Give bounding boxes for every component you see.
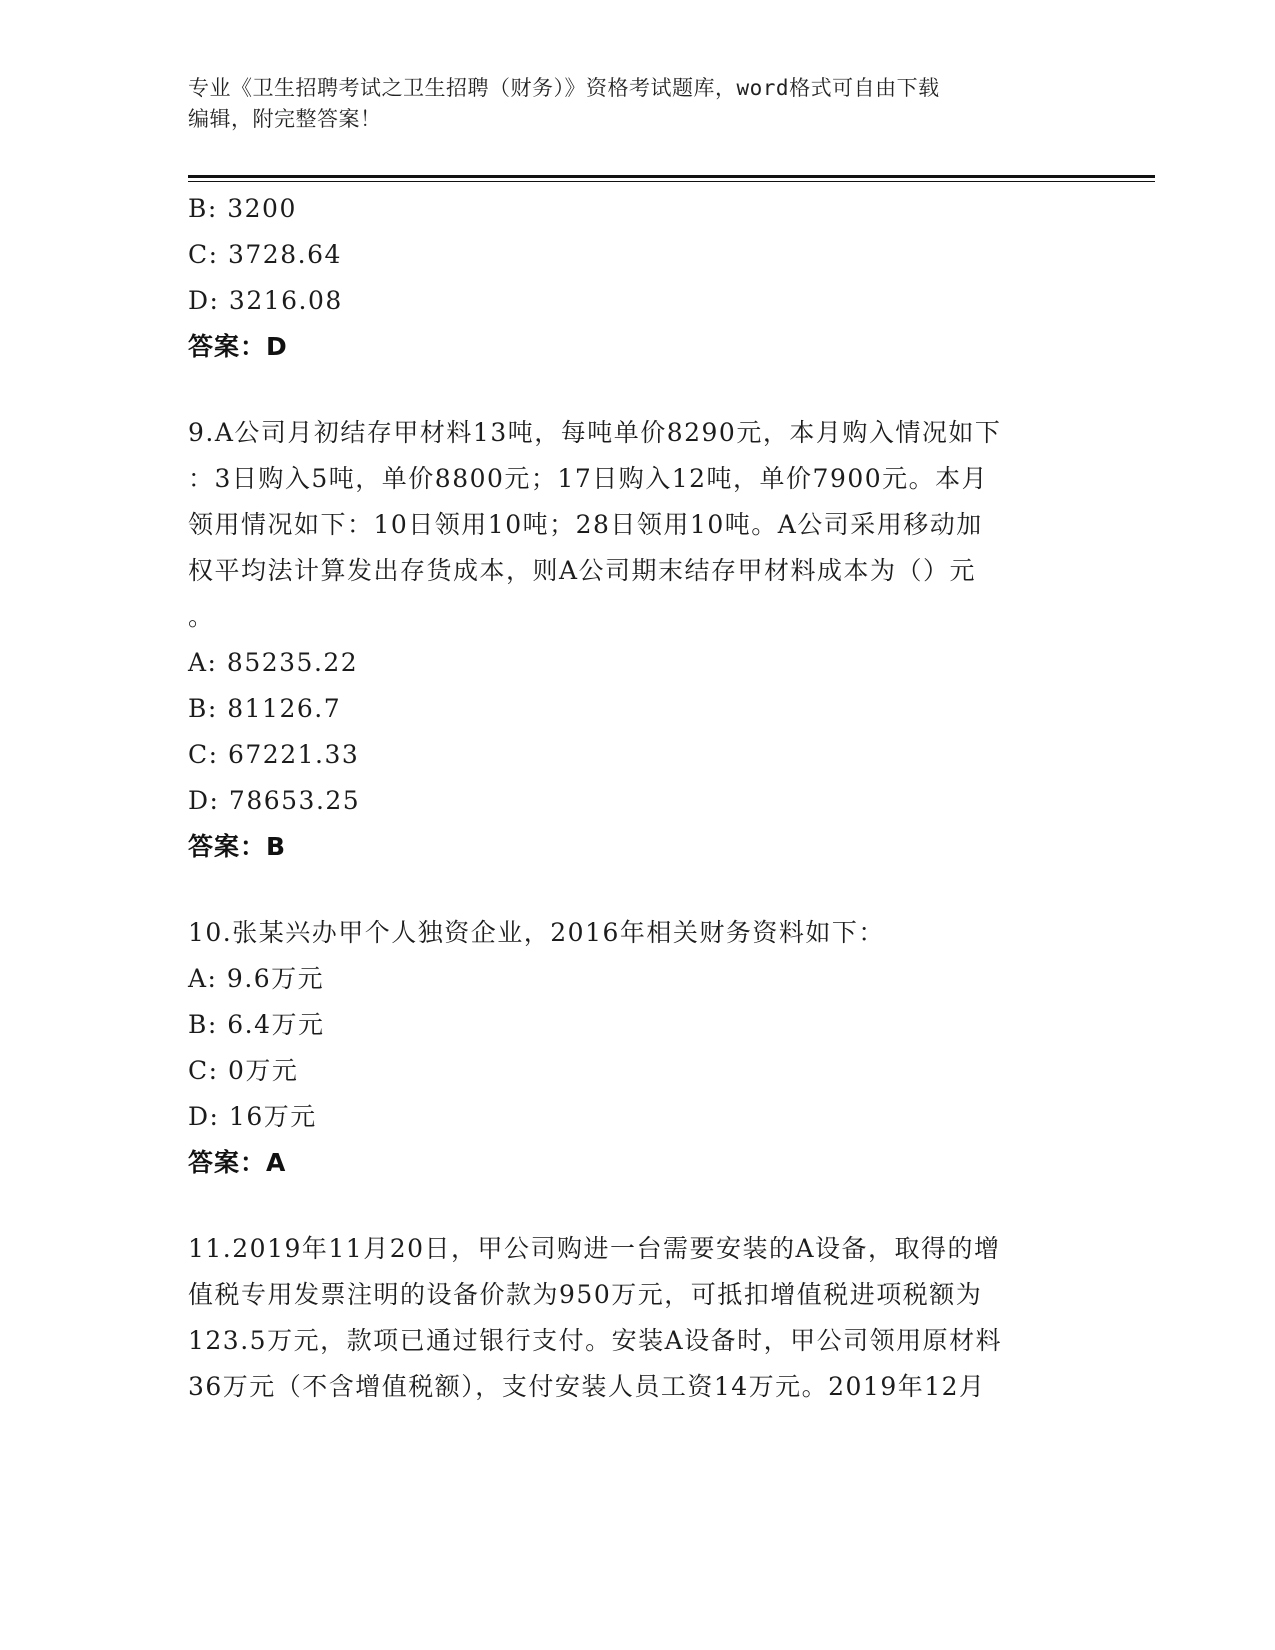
- header-divider-thin: [188, 181, 1155, 182]
- question-text-line: 权平均法计算发出存货成本，则A公司期末结存甲材料成本为（）元: [188, 556, 977, 585]
- option-d: D: 3216.08: [188, 286, 343, 315]
- option-a: A: 85235.22: [188, 648, 359, 677]
- answer-label: 答案：B: [188, 832, 287, 861]
- header-line-2: 编辑，附完整答案！: [188, 107, 382, 131]
- question-9-block: [188, 410, 1088, 870]
- question-text-line: 值税专用发票注明的设备价款为950万元，可抵扣增值税进项税额为: [188, 1280, 983, 1309]
- option-b: B: 3200: [188, 194, 297, 223]
- question-text-line: 11.2019年11月20日，甲公司购进一台需要安装的A设备，取得的增: [188, 1234, 1001, 1263]
- option-d: D: 78653.25: [188, 786, 361, 815]
- spacer: [188, 1186, 1088, 1226]
- header-line-1: 专业《卫生招聘考试之卫生招聘（财务）》资格考试题库，word格式可自由下载: [188, 76, 940, 100]
- option-a: A: 9.6万元: [188, 964, 325, 993]
- question-text-line: ：3日购入5吨，单价8800元；17日购入12吨，单价7900元。本月: [188, 464, 989, 493]
- question-text-line: 9.A公司月初结存甲材料13吨，每吨单价8290元，本月购入情况如下: [188, 418, 1002, 447]
- option-d: D: 16万元: [188, 1102, 317, 1131]
- question-10-block: [188, 910, 1088, 1186]
- option-c: C: 3728.64: [188, 240, 342, 269]
- answer-label: 答案：A: [188, 1148, 287, 1177]
- question-11-block: [188, 1226, 1088, 1410]
- spacer: [188, 370, 1088, 410]
- document-header: [188, 73, 1068, 135]
- question-8-block: [188, 186, 1088, 370]
- question-text-line: 36万元（不含增值税额），支付安装人员工资14万元。2019年12月: [188, 1372, 986, 1401]
- option-c: C: 67221.33: [188, 740, 360, 769]
- question-text-line: 。: [188, 602, 215, 631]
- question-text-line: 10.张某兴办甲个人独资企业，2016年相关财务资料如下：: [188, 918, 885, 947]
- answer-label: 答案：D: [188, 332, 288, 361]
- header-divider-thick: [188, 175, 1155, 178]
- spacer: [188, 870, 1088, 910]
- question-text-line: 领用情况如下：10日领用10吨；28日领用10吨。A公司采用移动加: [188, 510, 983, 539]
- option-b: B: 6.4万元: [188, 1010, 325, 1039]
- option-b: B: 81126.7: [188, 694, 342, 723]
- question-content: [188, 186, 1088, 1410]
- option-c: C: 0万元: [188, 1056, 299, 1085]
- question-text-line: 123.5万元，款项已通过银行支付。安装A设备时，甲公司领用原材料: [188, 1326, 1003, 1355]
